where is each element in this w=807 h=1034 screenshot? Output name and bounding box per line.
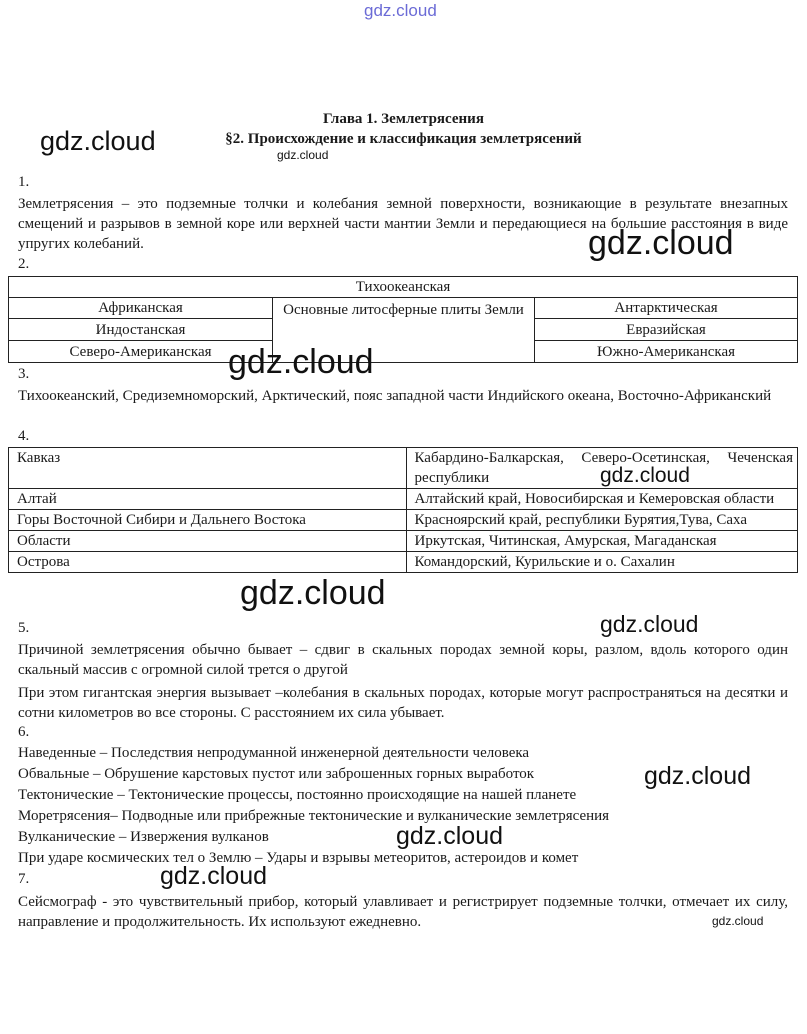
- table-row: [9, 510, 798, 531]
- watermark: gdz.cloud: [396, 822, 504, 850]
- quake-type-line: Обвальные – Обрушение карстовых пустот или заброшенных горных выработок: [18, 766, 535, 782]
- answer-number: 3.: [18, 366, 30, 382]
- plate-african: Африканская: [9, 298, 272, 319]
- subjects-cell: Красноярский край, республики Бурятия,Тува, Саха: [406, 510, 798, 531]
- answer-3-text: Тихоокеанский, Средиземноморский, Арктический, пояс западной части Индийского океана, Восточно-Африканский: [18, 388, 772, 404]
- table-row: [9, 531, 798, 552]
- section-title: §2. Происхождение и классификация землетрясений: [225, 131, 582, 147]
- watermark: gdz.cloud: [240, 574, 386, 612]
- table-row: [9, 552, 798, 573]
- watermark: gdz.cloud: [644, 762, 752, 790]
- watermark: gdz.cloud: [277, 148, 329, 162]
- answer-number: 5.: [18, 620, 30, 636]
- region-cell: Горы Восточной Сибири и Дальнего Востока: [9, 510, 407, 531]
- region-cell: Алтай: [9, 489, 407, 510]
- answer-5-text-2: При этом гигантская энергия вызывает –колебания в скальных породах, которые могут распространяться на десятки и сотни километров во все стороны. С расстоянием их сила убывает.: [18, 685, 788, 721]
- quake-type-line: При ударе космических тел о Землю – Удары и взрывы метеоритов, астероидов и комет: [18, 850, 579, 866]
- plate-antarctic: Антарктическая: [535, 298, 797, 319]
- answer-number: 7.: [18, 871, 30, 887]
- watermark: gdz.cloud: [40, 126, 156, 156]
- watermark-top: gdz.cloud: [364, 1, 437, 20]
- region-cell: Области: [9, 531, 407, 552]
- plate-south-american: Южно-Американская: [596, 344, 736, 360]
- subjects-cell: Кабардино-Балкарская, Северо-Осетинская, Чеченская республики: [406, 448, 798, 489]
- plate-eurasian: Евразийская: [535, 320, 797, 341]
- quake-type-line: Вулканические – Извержения вулканов: [18, 829, 269, 845]
- plates-table: [8, 276, 798, 363]
- chapter-title: Глава 1. Землетрясения: [323, 111, 484, 127]
- quake-type-line: Наведенные – Последствия непродуманной инженерной деятельности человека: [18, 745, 530, 761]
- watermark: gdz.cloud: [588, 224, 734, 262]
- watermark: gdz.cloud: [712, 914, 764, 928]
- answer-number: 1.: [18, 174, 30, 190]
- plate-pacific: Тихоокеанская: [9, 277, 797, 298]
- subjects-cell: Командорский, Курильские и о. Сахалин: [406, 552, 798, 573]
- answer-7-text: Сейсмограф - это чувствительный прибор, который улавливает и регистрирует подземные толчки, отмечает их силу, направление и продолжительность. Их используют ежедневно.: [18, 894, 788, 930]
- answer-1-text: Землетрясения – это подземные толчки и колебания земной поверхности, возникающие в результате внезапных смещений и разрывов в земной коре или верхней части мантии Земли и передающиеся на большие расстояния в виде упругих колебаний.: [18, 196, 788, 252]
- answer-number: 4.: [18, 428, 30, 444]
- table-row: [9, 489, 798, 510]
- region-cell: Острова: [9, 552, 407, 573]
- quake-type-line: Моретрясения– Подводные или прибрежные тектонические и вулканические землетрясения: [18, 808, 610, 824]
- plates-center-label: Основные литосферные плиты Земли: [272, 298, 535, 363]
- answer-number: 2.: [18, 256, 30, 272]
- watermark: gdz.cloud: [228, 343, 374, 381]
- subjects-cell: Алтайский край, Новосибирская и Кемеровская области: [406, 489, 798, 510]
- subjects-cell: Иркутская, Читинская, Амурская, Магаданская: [406, 531, 798, 552]
- answer-number: 6.: [18, 724, 30, 740]
- plate-indian: Индостанская: [9, 320, 272, 341]
- region-cell: Кавказ: [9, 448, 407, 489]
- watermark: gdz.cloud: [600, 464, 690, 487]
- watermark: gdz.cloud: [600, 611, 699, 637]
- quake-type-line: Тектонические – Тектонические процессы, постоянно происходящие на нашей планете: [18, 787, 577, 803]
- answer-5-text-1: Причиной землетрясения обычно бывает – сдвиг в скальных породах земной коры, разлом, вдоль которого один скальный массив с огромной силой трется о другой: [18, 642, 788, 678]
- plate-north-american: Северо-Американская: [69, 344, 212, 360]
- watermark: gdz.cloud: [160, 862, 268, 890]
